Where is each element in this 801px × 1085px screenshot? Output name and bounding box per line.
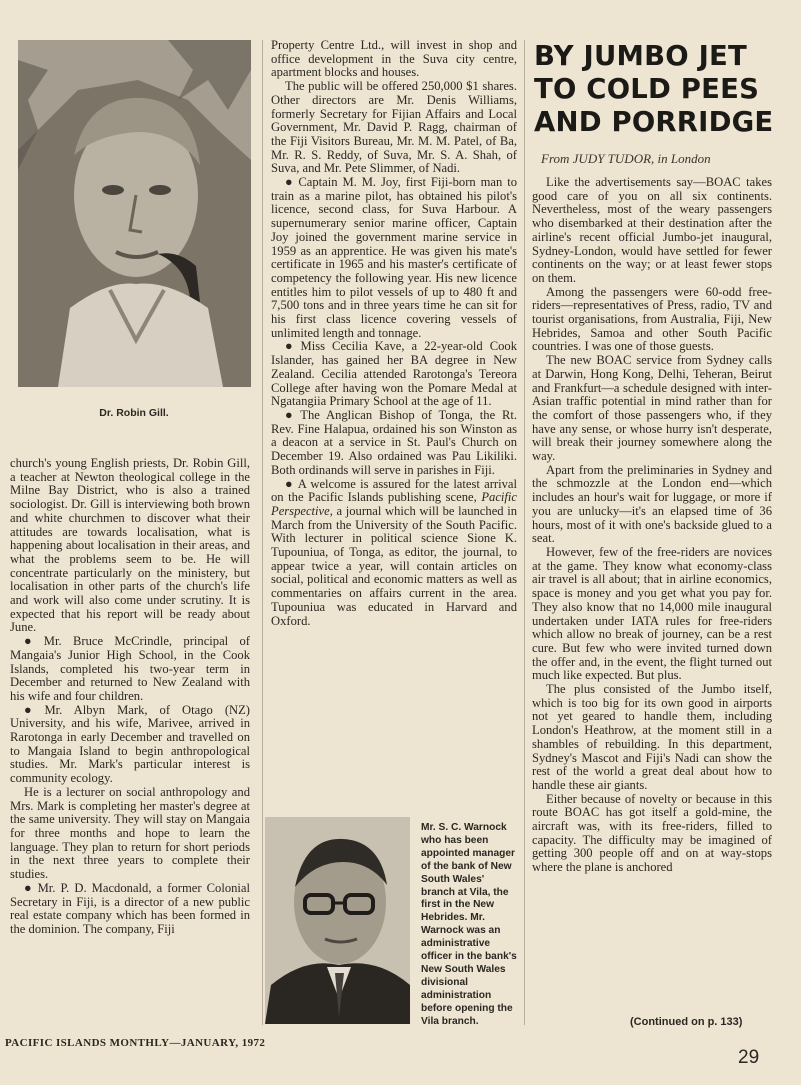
warnock-photo	[265, 817, 410, 1024]
column-divider-1	[262, 40, 263, 1025]
column-2-text	[271, 39, 517, 628]
paragraph: ● A welcome is assured for the latest arrival on the Pacific Islands publishing scene, Pacific Perspective, a journal which will be launched in March from the University of the South Pacific. With lecturer in political science Sione K. Tupouniua, of Tonga, as editor, the journal, to appear twice a year, will contain articles on social, political and economic matters as well as commentaries on affairs current in the area. Tupouniua was educated in Harvard and Oxford.	[271, 476, 518, 628]
column-divider-2	[524, 40, 525, 1025]
journal-title: Pacific Perspective	[271, 490, 517, 518]
paragraph: However, few of the free-riders are novices at the game. They know what economy-class air travel is all about; that in airline economics, space is money and you get what you pay for. They also know that no 14,000 mile inaugural undertaken under IATA rules for free-riders which allow no break of journey, can be a rest cure. But few who were invited turned down the offer and, in the event, the flight turned out much like expected. But plus.	[532, 544, 772, 683]
page-number: 29	[738, 1047, 760, 1068]
paragraph: Apart from the preliminaries in Sydney and the schmozzle at the London end—which includes an hour's wait for luggage, or more if you are unlucky—it's an elapsed time of 36 hours, most of it with one's backside glued to a seat.	[532, 462, 772, 546]
paragraph: The plus consisted of the Jumbo itself, which is too big for its own good in airports not yet geared to handle them, including London's Heathrow, at the moment still in a shambles of rebuilding. In this department, Sydney's Mascot and Fiji's Nadi can show the rest of the world a great deal about how to handle these air giants.	[532, 682, 772, 792]
bullet-icon: ●	[24, 634, 40, 649]
paragraph: Property Centre Ltd., will invest in shop and office development in the Suva city centre, apartment blocks and houses.	[271, 38, 517, 80]
page-footer: PACIFIC ISLANDS MONTHLY—JANUARY, 1972	[5, 1037, 266, 1049]
photo-caption-warnock: Mr. S. C. Warnock who has been appointed manager of the bank of New South Wales' branch at Vila, the first in the New Hebrides. Mr. Warnock was an administrative officer in the bank's New South Wales divisional administration before opening the Vila branch.	[421, 822, 517, 1027]
bullet-icon: ●	[285, 407, 297, 422]
paragraph: ● Mr. Albyn Mark, of Otago (NZ) University, and his wife, Marivee, arrived in Rarotonga in early December and travelled on to Mangaia Island to begin anthropological studies. Mr. Mark's particular interest is community ecology.	[10, 702, 250, 786]
column-1-text	[10, 457, 250, 937]
paragraph: ● The Anglican Bishop of Tonga, the Rt. Rev. Fine Halapua, ordained his son Winston as a deacon at a service in St. Paul's Church on December 19. Also ordained was Pau Likiliki. Both ordinands will serve in parishes in Fiji.	[271, 407, 518, 477]
paragraph: ● Captain M. M. Joy, first Fiji-born man to train as a marine pilot, has obtained his pilot's licence, second class, for Suva Harbour. A supernumerary senior marine officer, Captain Joy joined the government marine service in 1959 as an apprentice. He was given his mate's certificate in 1965 and his master's certificate of competency the following year. His new licence entitles him to pilot vessels of up to 480 ft and 7,500 tons and in three years time he can sit for his first class licence covering vessels of unlimited length and tonnage.	[271, 175, 517, 340]
headline-line: AND PORRIDGE	[534, 106, 774, 138]
paragraph: The new BOAC service from Sydney calls at Darwin, Hong Kong, Delhi, Teheran, Beirut and Frankfurt—a schedule designed with inter-Asian traffic potential in mind rather than for the comfort of those passengers who, if they have any sense, or whose hurry isn't desperate, will break their journey somewhere along the way.	[532, 353, 772, 464]
paragraph: church's young English priests, Dr. Robin Gill, a teacher at Newton theological college in the Milne Bay District, who is also a trained sociologist. Dr. Gill is interviewing both brown and white churchmen to discover what their attitudes are towards localisation, what is happening about localisation in their areas, and what the problems seem to be. He will concentrate particularly on the ministery, but localisation in other parts of the church's life and work will also come under scrutiny. It is expected that his report will be ready about June.	[10, 456, 250, 635]
continued-note: (Continued on p. 133)	[630, 1016, 743, 1028]
paragraph: The public will be offered 250,000 $1 shares. Other directors are Mr. Denis Williams, formerly Secretary for Fijian Affairs and Local Government, Mr. David P. Ragg, chairman of the Fiji Visitors Bureau, Mr. M. M. Patel, of Ba, Mr. R. S. Reddy, of Suva, Mr. S. A. Shah, of Suva, and Mr. Pete Slimmer, of Nadi.	[271, 79, 517, 176]
article-byline: From JUDY TUDOR, in London	[541, 151, 711, 166]
robin-gill-photo	[18, 40, 251, 387]
paragraph: Among the passengers were 60-odd free-riders—representatives of Press, radio, TV and tourist organisations, from Australia, Fiji, New Hebrides, Samoa and other South Pacific countries. I was one of those guests.	[532, 284, 772, 354]
headline-line: TO COLD PEES	[534, 73, 760, 105]
bullet-icon: ●	[285, 339, 297, 354]
paragraph: Either because of novelty or because in this route BOAC has got itself a gold-mine, the aircraft was, with its free-riders, filled to capacity. The difficulty may be imagined of getting 300 people off and on at way-stops where the plane is anchored	[532, 791, 772, 875]
photo-caption-gill: Dr. Robin Gill.	[99, 407, 169, 419]
bullet-icon: ●	[285, 175, 295, 190]
paragraph: Like the advertisements say—BOAC takes good care of you on all six continents. Nevertheless, most of the weary passengers who disembarked at their destination after the airline's recent official Jumbo-jet inaugural, Sydney-London, would have settled for fewer continents on the way; or at least fewer stops on them.	[532, 175, 772, 285]
column-3-text	[532, 176, 772, 875]
paragraph: ● Miss Cecilia Kave, a 22-year-old Cook Islander, has gained her BA degree in New Zealand. Cecilia attended Rarotonga's Tereora College after having won the Pomare Medal at Ngatangiia Primary School at the age of 11.	[271, 339, 518, 409]
bullet-icon: ●	[24, 702, 41, 717]
headline-line: BY JUMBO JET	[534, 40, 747, 72]
bullet-icon: ●	[24, 880, 34, 895]
bullet-icon: ●	[285, 476, 294, 491]
article-headline	[534, 40, 774, 139]
paragraph: He is a lecturer on social anthropology and Mrs. Mark is completing her master's degree at the same university. They will stay on Mangaia for three months and hope to learn the language. They plan to return for short periods in the next three years to complete their studies.	[10, 784, 250, 882]
paragraph: ● Mr. P. D. Macdonald, a former Colonial Secretary in Fiji, is a director of a new public real estate company which has been formed in the dominion. The company, Fiji	[10, 880, 250, 936]
paragraph: ● Mr. Bruce McCrindle, principal of Mangaia's Junior High School, in the Cook Islands, completed his two-year term in December and returned to New Zealand with his wife and four children.	[10, 634, 250, 703]
